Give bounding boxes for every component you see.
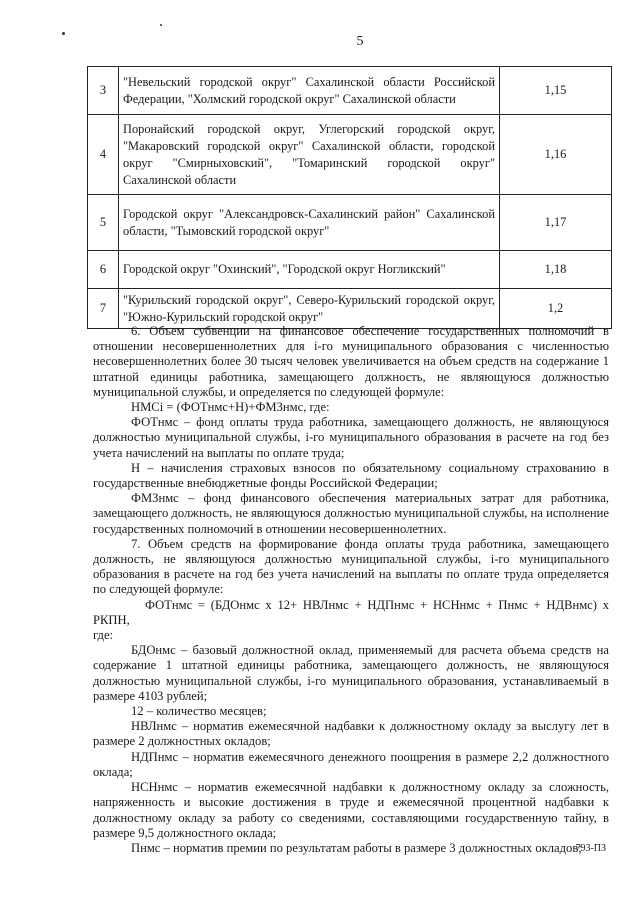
paragraph: 6. Объем субвенции на финансовое обеспечение государственных полномочий в отношении несовершеннолетних для i-го муниципального образования с численностью несовершеннолетних более 30 тысяч человек увеличивается на объем средств на содержание 1 штатной единицы работника, замещающего должность, не являющуюся должностью муниципальной службы, и определяется по следующей формуле: <box>93 324 609 399</box>
paragraph: НДПнмс – норматив ежемесячного денежного поощрения в размере 2,2 должностного оклада; <box>93 749 609 779</box>
row-number: 7 <box>88 289 119 329</box>
table-row <box>88 67 612 115</box>
scan-speck <box>160 24 162 26</box>
paragraph: где: <box>93 628 114 643</box>
municipality-names: "Курильский городской округ", Северо-Курильский городской округ, "Южно-Курильский городской округ" <box>119 289 500 329</box>
coefficient-value: 1,17 <box>500 195 612 251</box>
row-number: 6 <box>88 251 119 289</box>
municipality-names: "Невельский городской округ" Сахалинской области Российской Федерации, "Холмский городской округ" Сахалинской области <box>119 67 500 115</box>
paragraph: 12 – количество месяцев; <box>131 704 267 719</box>
paragraph: ФОТнмс – фонд оплаты труда работника, замещающего должность, не являющуюся должностью муниципальной службы, i-го муниципального образования в расчете на год без учета начислений на выплаты по оплате труда; <box>93 415 609 460</box>
table-row <box>88 115 612 195</box>
paragraph: Пнмс – норматив премии по результатам работы в размере 3 должностных окладов; <box>131 840 582 855</box>
paragraph: БДОнмс – базовый должностной оклад, применяемый для расчета объема средств на содержание 1 штатной единицы работника, замещающего должность, не являющуюся должностью муниципальной службы, i-го муниципального образования, устанавливаемый в размере 4103 рублей; <box>93 643 609 703</box>
formula-nms: НМСi = (ФОТнмс+Н)+ФМЗнмс, где: <box>131 400 330 415</box>
coefficient-value: 1,16 <box>500 115 612 195</box>
row-number: 4 <box>88 115 119 195</box>
paragraph: ФМЗнмс – фонд финансового обеспечения материальных затрат для работника, замещающего должность, не являющуюся должностью муниципальной службы, на исполнение государственных полномочий в отношении несовершеннолетних. <box>93 491 609 536</box>
table-row <box>88 289 612 329</box>
paragraph: 7. Объем средств на формирование фонда оплаты труда работника, замещающего должность, не являющуюся должностью муниципальной службы, i-го муниципального образования в расчете на год без учета начислений на выплаты по оплате труда определяется по следующей формуле: <box>93 536 609 597</box>
document-code: 793-ПЗ <box>575 843 606 854</box>
coefficient-value: 1,2 <box>500 289 612 329</box>
paragraph: Н – начисления страховых взносов по обязательному социальному страхованию в государственные внебюджетные фонды Российской Федерации; <box>93 460 609 491</box>
paragraph: НСНнмс – норматив ежемесячной надбавки к должностному окладу за сложность, напряженность и высокие достижения в труде и ежемесячной процентной надбавки к должностному окладу за работу со сведениями, составляющими государственную тайну, в размере 9,5 должностного оклада; <box>93 780 609 840</box>
formula-fot: ФОТнмс = (БДОнмс х 12+ НВЛнмс + НДПнмс + НСНнмс + Пнмс + НДВнмс) х РКПН, <box>93 597 609 627</box>
row-number: 5 <box>88 195 119 251</box>
table-row <box>88 195 612 251</box>
table-row <box>88 251 612 289</box>
row-number: 3 <box>88 67 119 115</box>
municipality-names: Городской округ "Александровск-Сахалинский район" Сахалинской области, "Тымовский городской округ" <box>119 195 500 251</box>
body-text <box>93 324 609 856</box>
page-number: 5 <box>356 34 364 49</box>
paragraph: НВЛнмс – норматив ежемесячной надбавки к должностному окладу за выслугу лет в размере 2 должностных окладов; <box>93 719 609 749</box>
municipality-names: Поронайский городской округ, Углегорский городской округ, "Макаровский городской округ" Сахалинской области, городской округ "Смирныховский", "Томаринский городской округ" Сахалинской области <box>119 115 500 195</box>
coefficient-table <box>87 66 612 329</box>
scan-speck <box>62 32 65 35</box>
coefficient-value: 1,15 <box>500 67 612 115</box>
coefficient-value: 1,18 <box>500 251 612 289</box>
municipality-names: Городской округ "Охинский", "Городской округ Ногликский" <box>119 251 500 289</box>
